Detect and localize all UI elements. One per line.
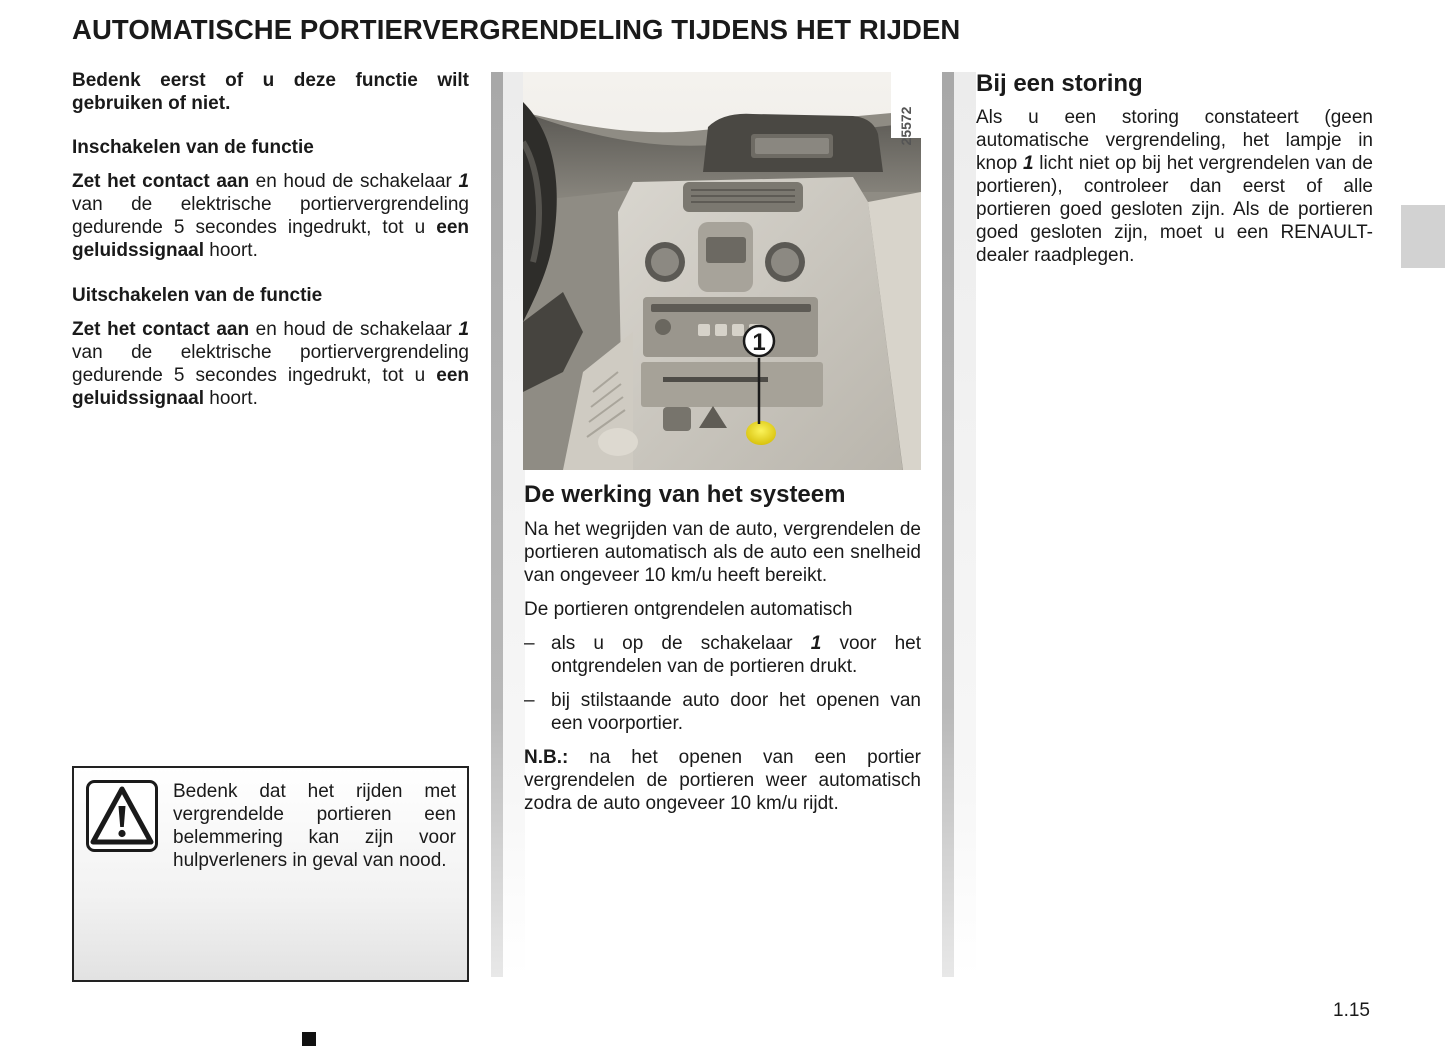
chapter-tab <box>1401 205 1445 268</box>
right-column <box>976 69 1373 267</box>
enable-instructions: Zet het contact aan en houd de schakelaar 1 van de elektrische portiervergrendeling gedurende 5 secondes ingedrukt, tot u een geluidssignaal hoort. <box>72 171 470 261</box>
column-shade-right <box>954 72 976 977</box>
warning-box <box>72 766 469 982</box>
page-number: 1.15 <box>1333 1000 1370 1021</box>
page-title: AUTOMATISCHE PORTIERVERGRENDELING TIJDENS HET RIJDEN <box>72 14 961 45</box>
section-heading-malfunction: Bij een storing <box>976 70 1143 97</box>
operation-paragraph: Na het wegrijden van de auto, vergrendelen de portieren automatisch als de auto een snelheid van ongeveer 10 km/u heeft bereikt. <box>524 519 921 586</box>
unlock-intro: De portieren ontgrendelen automatisch <box>524 599 853 620</box>
list-item: – als u op de schakelaar 1 voor het ontgrendelen van de portieren drukt. <box>524 633 921 677</box>
column-separator-right <box>942 72 954 977</box>
middle-column <box>524 480 921 815</box>
dashboard-photo <box>523 72 921 470</box>
malfunction-paragraph: Als u een storing constateert (geen automatische vergrendeling, het lampje in knop 1 licht niet op bij het vergrendelen van de portieren), controleer dan eerst of alle portieren goed gesloten zijn. Als de portieren goed gesloten zijn, moet u een RENAULT-dealer raadplegen. <box>976 107 1373 266</box>
disable-heading: Uitschakelen van de functie <box>72 285 323 306</box>
enable-heading: Inschakelen van de functie <box>72 137 314 158</box>
callout-number: 1 <box>752 329 766 356</box>
column-shade-left <box>503 72 525 977</box>
column-separator-left <box>491 72 503 977</box>
disable-instructions: Zet het contact aan en houd de schakelaar 1 van de elektrische portiervergrendeling gedurende 5 secondes ingedrukt, tot u een geluidssignaal hoort. <box>72 319 470 409</box>
end-of-section-marker <box>302 1032 316 1046</box>
intro-note: Bedenk eerst of u deze functie wilt gebruiken of niet. <box>72 70 469 114</box>
section-heading-operation: De werking van het systeem <box>524 481 846 508</box>
image-reference-number: 25572 <box>898 106 914 146</box>
nb-note: N.B.: na het openen van een portier vergrendelen de portieren weer automatisch zodra de auto ongeveer 10 km/u rijdt. <box>524 747 921 814</box>
warning-text: Bedenk dat het rijden met vergrendelde portieren een belemmering kan zijn voor hulpverleners in geval van nood. <box>173 781 456 871</box>
warning-triangle-icon <box>86 780 158 852</box>
list-item: – bij stilstaande auto door het openen van een voorportier. <box>524 690 921 734</box>
left-column <box>72 69 469 410</box>
